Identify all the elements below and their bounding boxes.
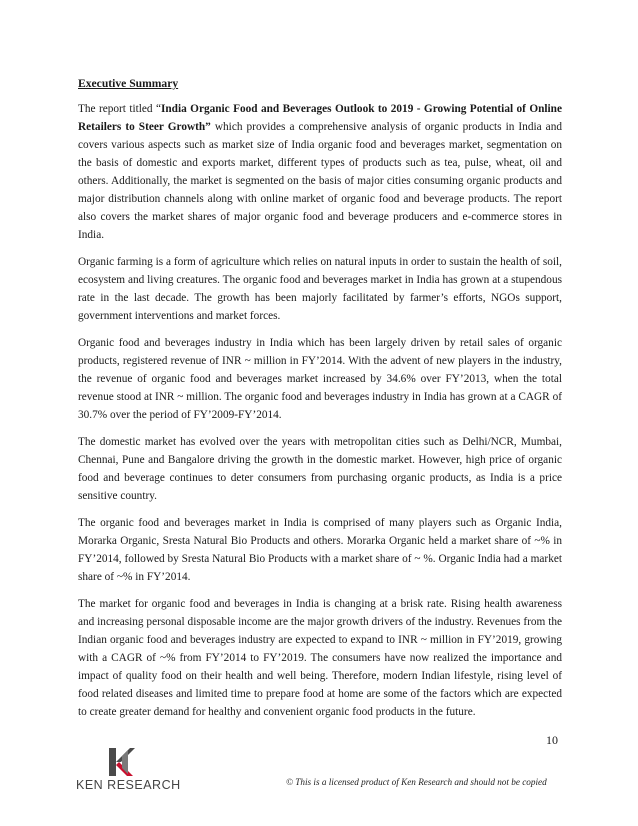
paragraph-market-players: The organic food and beverages market in India is comprised of many players such as Organic India, Morarka Organic, Sresta Natural Bio Products and others. Morarka Organic held a market share of ~% in FY’2014, followed by Sresta Natural Bio Products with a market share of ~ %. Organic India had a market share of ~% in FY’2014. [78, 517, 562, 583]
section-heading: Executive Summary [78, 77, 179, 90]
document-body [78, 76, 562, 730]
paragraph-intro-text: The report titled “ [78, 103, 161, 115]
page-number: 10 [546, 733, 558, 747]
paragraph-market-outlook: The market for organic food and beverages in India is changing at a brisk rate. Rising health awareness and increasing personal disposable income are the major growth drivers of the industry. Revenues from the Indian organic food and beverages industry are expected to expand to INR ~ million in FY’2019, growing with a CAGR of ~% from FY’2014 to FY’2019. The consumers have now realized the importance and impact of quality food on their health and well being. Therefore, modern Indian lifestyle, rising level of food related diseases and limited time to prepare food at home are some of the factors which are expected to create greater demand for healthy and convenient organic food products in the future. [78, 598, 562, 718]
copyright-notice: © This is a licensed product of Ken Research and should not be copied [286, 777, 547, 787]
ken-research-logo-mark-icon [106, 746, 136, 778]
report-title: India Organic Food and Beverages Outlook to 2019 - Growing Potential of Online Retailers to Steer Growth” [78, 103, 562, 133]
paragraph-industry-revenue: Organic food and beverages industry in India which has been largely driven by retail sales of organic products, registered revenue of INR ~ million in FY’2014. With the advent of new players in the industry, the revenue of organic food and beverages market increased by 34.6% over FY’2013, when the total revenue stood at INR ~ million. The organic food and beverages industry in India has grown at a CAGR of 30.7% over the period of FY’2009-FY’2014. [78, 337, 562, 421]
paragraph-overview-text: which provides a comprehensive analysis of organic products in India and covers various aspects such as market size of India organic food and beverages market, segmentation on the basis of domestic and exports market, different types of products such as tea, pulse, wheat, oil and others. Additionally, the market is segmented on the basis of major cities consuming organic products and major distribution channels along with online market of organic food and beverage products. The report also covers the market shares of major organic food and beverage producers and e-commerce stores in India. [78, 121, 562, 241]
paragraph-domestic-market: The domestic market has evolved over the years with metropolitan cities such as Delhi/NCR, Mumbai, Chennai, Pune and Bangalore driving the growth in the domestic market. However, high price of organic food and beverage continues to deter consumers from purchasing organic products, as India is a price sensitive country. [78, 436, 562, 502]
logo-wordmark: KEN RESEARCH [76, 778, 181, 792]
paragraph-report-overview [78, 100, 562, 244]
paragraph-organic-farming: Organic farming is a form of agriculture which relies on natural inputs in order to sustain the health of soil, ecosystem and living creatures. The organic food and beverages market in India has grown at a stupendous rate in the last decade. The growth has been majorly facilitated by farmer’s efforts, NGOs support, government interventions and market forces. [78, 256, 562, 322]
ken-research-logo [76, 746, 186, 796]
